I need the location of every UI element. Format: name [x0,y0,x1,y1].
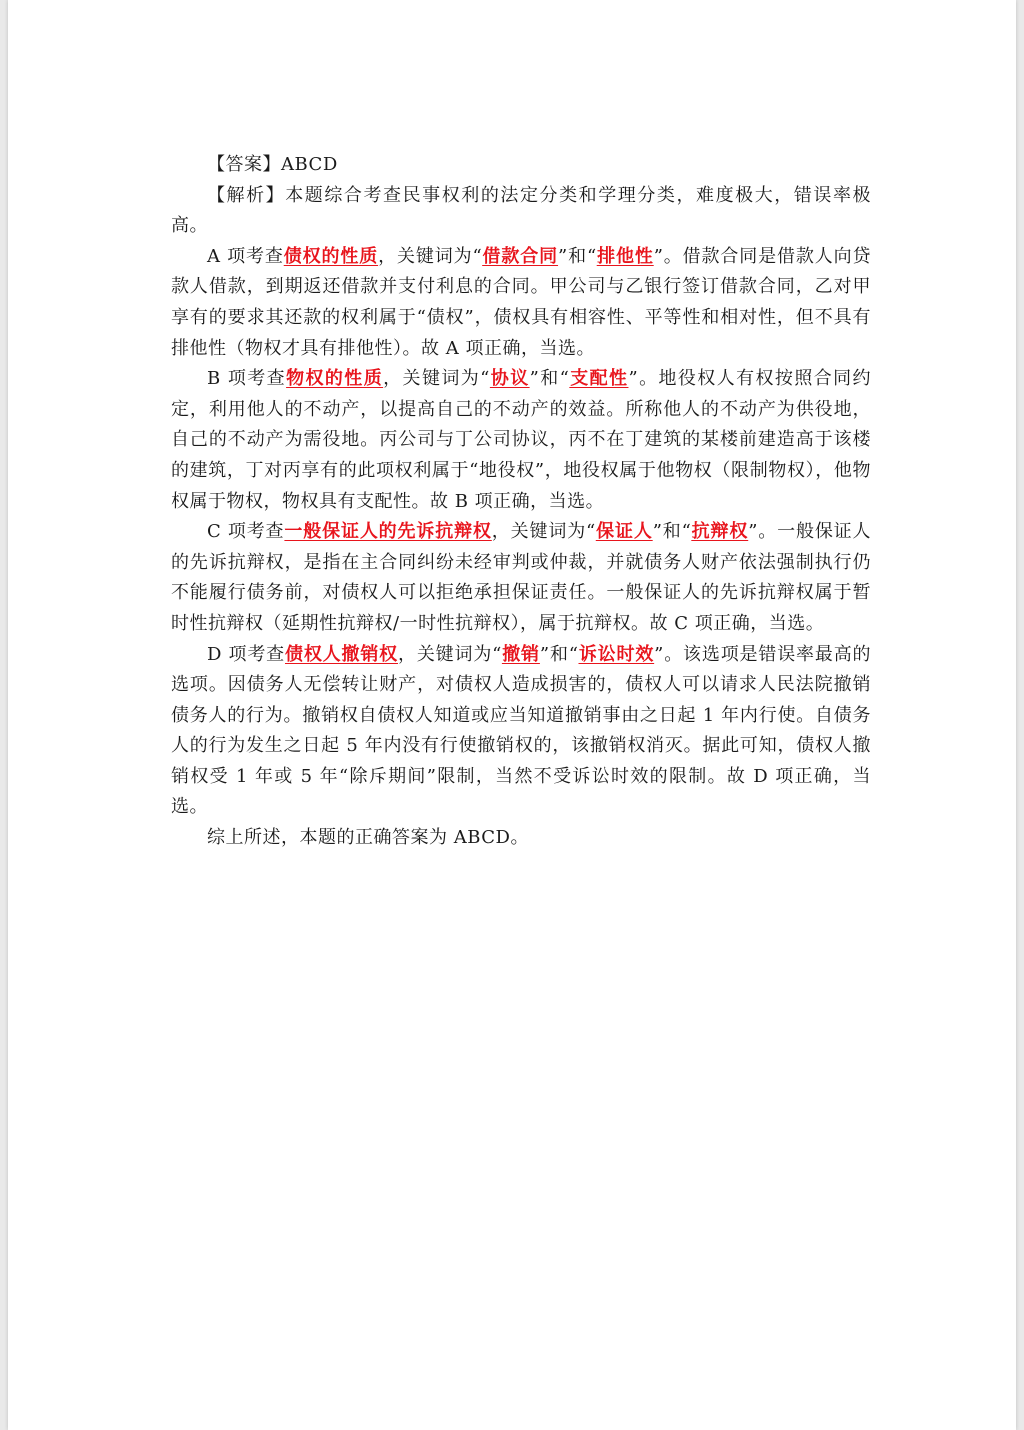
item-b-keyword-2: 支配性 [569,368,629,390]
item-d-paragraph [171,640,871,824]
answer-line [171,150,871,181]
item-a-mid1: ，关键词为“ [378,245,483,267]
item-c-topic-highlight: 一般保证人的先诉抗辩权 [284,521,492,543]
item-b-paragraph [171,364,871,517]
item-c-mid1: ，关键词为“ [491,521,596,543]
item-b-body: ”。地役权人有权按照合同约定，利用他人的不动产，以提高自己的不动产的效益。所称他人的不动产为供役地，自己的不动产为需役地。丙公司与丁公司协议，丙不在丁建筑的某楼前建造高于该楼的建筑，丁对丙享有的此项权利属于“地役权”，地役权属于他物权（限制物权），他物权属于物权，物权具有支配性。故 B 项正确，当选。 [171,368,872,512]
answer-label: 【答案】 [207,154,281,175]
item-c-keyword-1: 保证人 [595,521,653,543]
item-b-keyword-1: 协议 [489,368,530,390]
item-b-mid1: ，关键词为“ [383,368,490,390]
item-a-keyword-2: 排他性 [596,245,654,267]
summary-paragraph [171,823,871,854]
item-c-paragraph [171,517,871,639]
document-page [8,0,1016,1430]
item-d-topic-highlight: 债权人撤销权 [285,643,399,665]
item-d-keyword-1: 撤销 [501,643,540,665]
item-a-mid2: ”和“ [558,245,597,267]
item-d-keyword-2: 诉讼时效 [578,643,655,665]
item-a-paragraph [171,242,871,364]
item-c-mid2: ”和“ [652,521,692,543]
item-c-body: ”。一般保证人的先诉抗辩权，是指在主合同纠纷未经审判或仲裁，并就债务人财产依法强制执行仍不能履行债务前，对债权人可以拒绝承担保证责任。一般保证人的先诉抗辩权属于暂时性抗辩权（延期性抗辩权/一时性抗辩权），属于抗辩权。故 C 项正确，当选。 [171,521,872,634]
item-b-mid2: ”和“ [529,368,570,390]
answer-value: ABCD [281,154,338,175]
answer-explanation [171,150,871,854]
item-d-mid1: ，关键词为“ [398,643,502,665]
item-a-body: ”。借款合同是借款人向贷款人借款，到期返还借款并支付利息的合同。甲公司与乙银行签订借款合同，乙对甲享有的要求其还款的权利属于“债权”，债权具有相容性、平等性和相对性，但不具有排他性（物权才具有排他性）。故 A 项正确，当选。 [171,245,872,359]
summary-text: 综上所述，本题的正确答案为 ABCD。 [207,827,529,849]
analysis-paragraph [171,181,871,242]
item-d-body: ”。该选项是错误率最高的选项。因债务人无偿转让财产，对债权人造成损害的，债权人可以请求人民法院撤销债务人的行为。撤销权自债权人知道或应当知道撤销事由之日起 1 年内行使。自债务人的行为发生之日起 5 年内没有行使撤销权的，该撤销权消灭。据此可知，债权人撤销权受 1 年或 5 年“除斥期间”限制，当然不受诉讼时效的限制。故 D 项正确，当选。 [171,643,872,818]
item-a-keyword-1: 借款合同 [482,245,559,267]
item-a-topic-highlight: 债权的性质 [283,245,379,267]
item-a-prefix: A 项考查 [207,245,284,267]
item-b-topic-highlight: 物权的性质 [286,368,384,390]
analysis-text: 本题综合考查民事权利的法定分类和学理分类，难度极大，错误率极高。 [171,184,872,237]
analysis-label: 【解析】 [207,184,286,206]
item-c-prefix: C 项考查 [207,521,285,543]
item-b-prefix: B 项考查 [207,368,287,390]
item-d-mid2: ”和“ [539,643,579,665]
item-c-keyword-2: 抗辩权 [691,521,749,543]
item-d-prefix: D 项考查 [207,643,285,665]
